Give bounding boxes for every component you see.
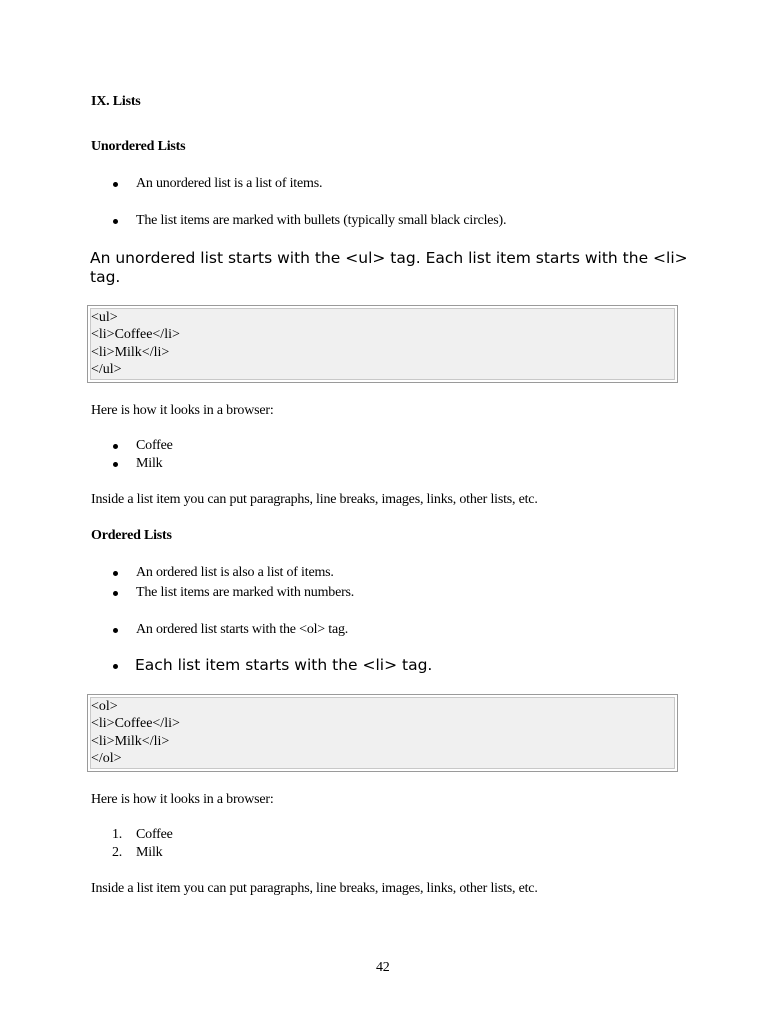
code-line: </ul> [91,362,122,377]
unordered-bullet-2: The list items are marked with bullets (typically small black circles). [136,213,507,228]
code-line: <li>Coffee</li> [91,327,180,342]
ordered-bullet-3: An ordered list starts with the <ol> tag. [136,622,349,637]
unordered-intro-line1: An unordered list starts with the <ul> tag. Each list item starts with the <li> [90,249,688,267]
section-title: IX. Lists [91,94,141,109]
unordered-bullet-1: An unordered list is a list of items. [136,176,323,191]
ordered-bullet-2: The list items are marked with numbers. [136,585,355,600]
browser-item-milk: Milk [136,456,163,471]
browser-item-coffee: Coffee [136,438,173,453]
bullet-marker [113,462,118,467]
unordered-heading: Unordered Lists [91,139,186,154]
ordered-bullet-1: An ordered list is also a list of items. [136,565,334,580]
ordered-bullet-sans: Each list item starts with the <li> tag. [135,656,433,674]
unordered-note: Inside a list item you can put paragraphs, line breaks, images, links, other lists, etc. [91,492,538,507]
browser-caption-ul: Here is how it looks in a browser: [91,403,274,418]
code-block-ul [87,305,678,383]
page-number: 42 [376,960,390,975]
bullet-marker [113,664,118,669]
list-number: 1. [112,827,123,842]
list-number: 2. [112,845,123,860]
bullet-marker [113,444,118,449]
unordered-intro-line2: tag. [90,268,121,286]
bullet-marker [113,219,118,224]
ordered-heading: Ordered Lists [91,528,172,543]
code-line: <li>Milk</li> [91,345,170,360]
bullet-marker [113,628,118,633]
code-line: <ol> [91,699,118,714]
code-block-ol [87,694,678,772]
bullet-marker [113,591,118,596]
browser-caption-ol: Here is how it looks in a browser: [91,792,274,807]
code-line: </ol> [91,751,122,766]
browser-item-coffee: Coffee [136,827,173,842]
code-line: <li>Milk</li> [91,734,170,749]
bullet-marker [113,182,118,187]
bullet-marker [113,571,118,576]
ordered-note: Inside a list item you can put paragraphs, line breaks, images, links, other lists, etc. [91,881,538,896]
code-line: <ul> [91,310,118,325]
code-line: <li>Coffee</li> [91,716,180,731]
browser-item-milk: Milk [136,845,163,860]
